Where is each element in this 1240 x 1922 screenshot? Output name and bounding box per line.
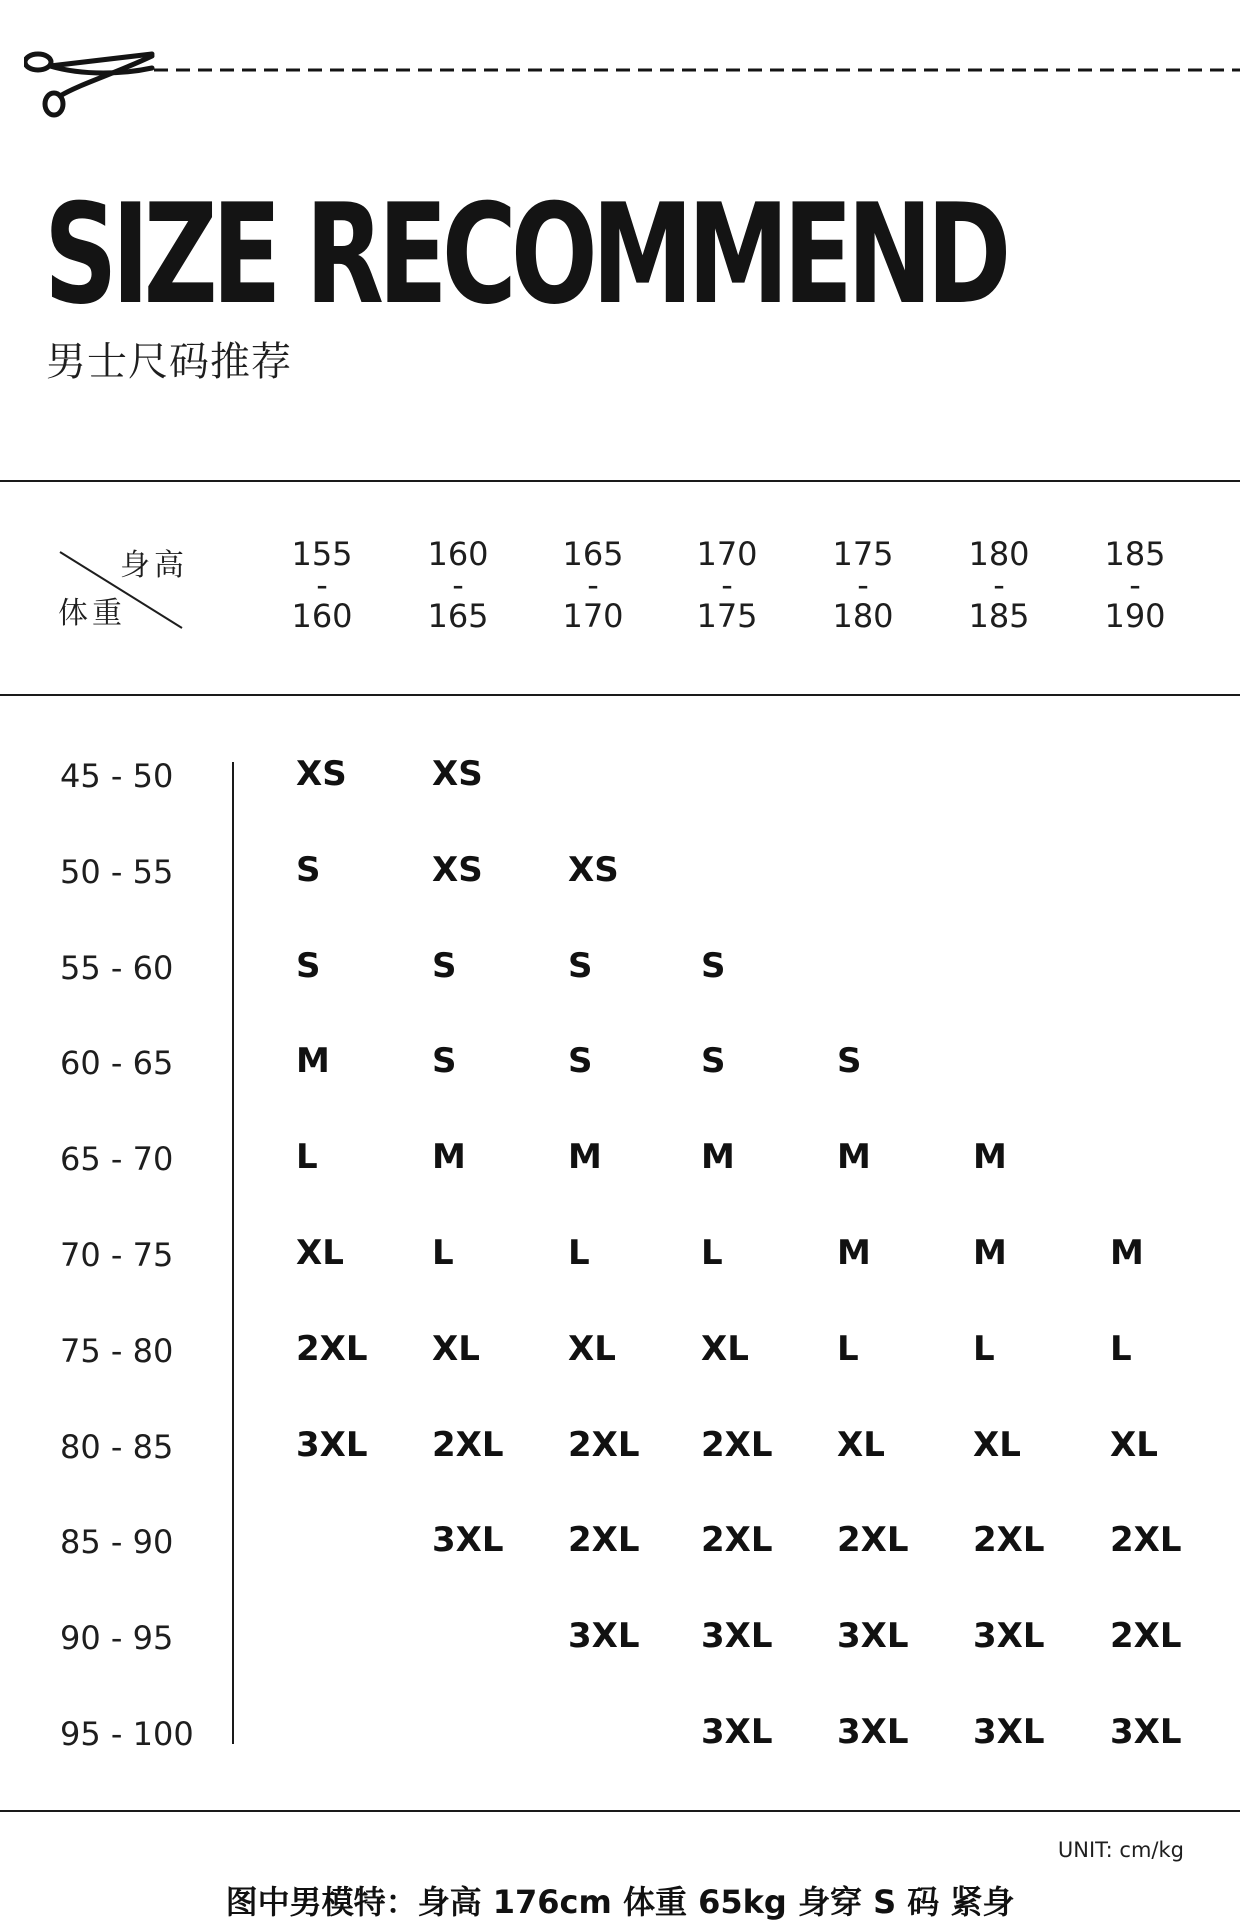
weight-row-label: 70 - 75 <box>60 1236 174 1274</box>
table-vertical-divider <box>232 762 234 1744</box>
height-sep: - <box>316 566 328 604</box>
table-corner-header <box>58 546 188 632</box>
size-cell: M <box>837 1137 871 1177</box>
size-cell: 2XL <box>701 1425 773 1465</box>
size-cell: 2XL <box>1110 1520 1182 1560</box>
size-cell: M <box>837 1233 871 1273</box>
size-cell: 3XL <box>973 1616 1045 1656</box>
size-cell: 2XL <box>1110 1616 1182 1656</box>
size-cell: 2XL <box>701 1520 773 1560</box>
size-cell: 3XL <box>701 1712 773 1752</box>
height-from: 175 <box>832 535 894 573</box>
size-cell: XL <box>973 1425 1021 1465</box>
size-cell: 3XL <box>973 1712 1045 1752</box>
size-cell: S <box>701 946 726 986</box>
height-sep: - <box>452 566 464 604</box>
height-from: 165 <box>562 535 624 573</box>
height-sep: - <box>1129 566 1141 604</box>
weight-row-label: 90 - 95 <box>60 1619 174 1657</box>
weight-row-label: 45 - 50 <box>60 757 174 795</box>
size-cell: XS <box>568 850 619 890</box>
size-cell: M <box>432 1137 466 1177</box>
size-cell: 3XL <box>568 1616 640 1656</box>
size-cell: XL <box>701 1329 749 1369</box>
size-cell: 2XL <box>432 1425 504 1465</box>
size-cell: M <box>973 1233 1007 1273</box>
size-cell: XS <box>432 850 483 890</box>
divider-bottom <box>0 1810 1240 1812</box>
size-cell: S <box>432 1041 457 1081</box>
size-cell: XS <box>296 754 347 794</box>
page-title: SIZE RECOMMEND <box>44 174 1006 335</box>
height-sep: - <box>993 566 1005 604</box>
size-cell: L <box>701 1233 723 1273</box>
height-from: 170 <box>696 535 758 573</box>
weight-row-label: 95 - 100 <box>60 1715 194 1753</box>
size-cell: 3XL <box>837 1712 909 1752</box>
size-cell: 2XL <box>568 1520 640 1560</box>
height-sep: - <box>857 566 869 604</box>
height-from: 185 <box>1104 535 1166 573</box>
height-to: 185 <box>968 597 1030 635</box>
height-column-header <box>272 535 372 635</box>
height-sep: - <box>587 566 599 604</box>
weight-axis-label: 体重 <box>58 596 126 631</box>
scissors-icon <box>25 54 152 115</box>
size-cell: 3XL <box>432 1520 504 1560</box>
weight-row-label: 75 - 80 <box>60 1332 174 1370</box>
size-cell: 3XL <box>837 1616 909 1656</box>
size-cell: XL <box>432 1329 480 1369</box>
height-to: 190 <box>1104 597 1166 635</box>
height-to: 170 <box>562 597 624 635</box>
weight-row-label: 85 - 90 <box>60 1523 174 1561</box>
size-cell: S <box>568 946 593 986</box>
weight-row-label: 60 - 65 <box>60 1044 174 1082</box>
size-cell: XL <box>568 1329 616 1369</box>
weight-row-label: 80 - 85 <box>60 1428 174 1466</box>
height-column-header <box>813 535 913 635</box>
height-column-header <box>677 535 777 635</box>
size-cell: XL <box>296 1233 344 1273</box>
height-column-header <box>1085 535 1185 635</box>
size-cell: L <box>568 1233 590 1273</box>
weight-row-label: 55 - 60 <box>60 949 174 987</box>
height-to: 180 <box>832 597 894 635</box>
size-cell: M <box>973 1137 1007 1177</box>
size-cell: L <box>837 1329 859 1369</box>
divider-top <box>0 480 1240 482</box>
size-cell: L <box>973 1329 995 1369</box>
height-column-header <box>543 535 643 635</box>
size-cell: S <box>568 1041 593 1081</box>
size-cell: 3XL <box>1110 1712 1182 1752</box>
height-from: 160 <box>427 535 489 573</box>
height-column-header <box>408 535 508 635</box>
height-to: 175 <box>696 597 758 635</box>
size-cell: M <box>568 1137 602 1177</box>
model-note: 图中男模特：身高 176cm 体重 65kg 身穿 S 码 紧身 <box>225 1883 1015 1921</box>
weight-row-label: 65 - 70 <box>60 1140 174 1178</box>
height-column-header <box>949 535 1049 635</box>
size-cell: M <box>701 1137 735 1177</box>
scissors-cut-line <box>24 44 1240 124</box>
size-cell: XL <box>1110 1425 1158 1465</box>
height-sep: - <box>721 566 733 604</box>
size-cell: L <box>296 1137 318 1177</box>
size-cell: 2XL <box>837 1520 909 1560</box>
height-axis-label: 身高 <box>120 548 188 583</box>
height-to: 160 <box>291 597 353 635</box>
size-cell: S <box>296 946 321 986</box>
size-cell: 2XL <box>568 1425 640 1465</box>
height-from: 155 <box>291 535 353 573</box>
size-cell: 2XL <box>296 1329 368 1369</box>
size-cell: S <box>296 850 321 890</box>
size-cell: 3XL <box>296 1425 368 1465</box>
unit-label: UNIT: cm/kg <box>1057 1838 1184 1862</box>
size-cell: L <box>432 1233 454 1273</box>
size-cell: S <box>432 946 457 986</box>
size-cell: 2XL <box>973 1520 1045 1560</box>
size-cell: 3XL <box>701 1616 773 1656</box>
divider-header <box>0 694 1240 696</box>
weight-row-label: 50 - 55 <box>60 853 174 891</box>
size-cell: M <box>296 1041 330 1081</box>
size-cell: XS <box>432 754 483 794</box>
height-from: 180 <box>968 535 1030 573</box>
size-cell: M <box>1110 1233 1144 1273</box>
size-cell: L <box>1110 1329 1132 1369</box>
height-to: 165 <box>427 597 489 635</box>
size-cell: S <box>837 1041 862 1081</box>
size-cell: S <box>701 1041 726 1081</box>
size-cell: XL <box>837 1425 885 1465</box>
page-subtitle: 男士尺码推荐 <box>46 339 292 385</box>
